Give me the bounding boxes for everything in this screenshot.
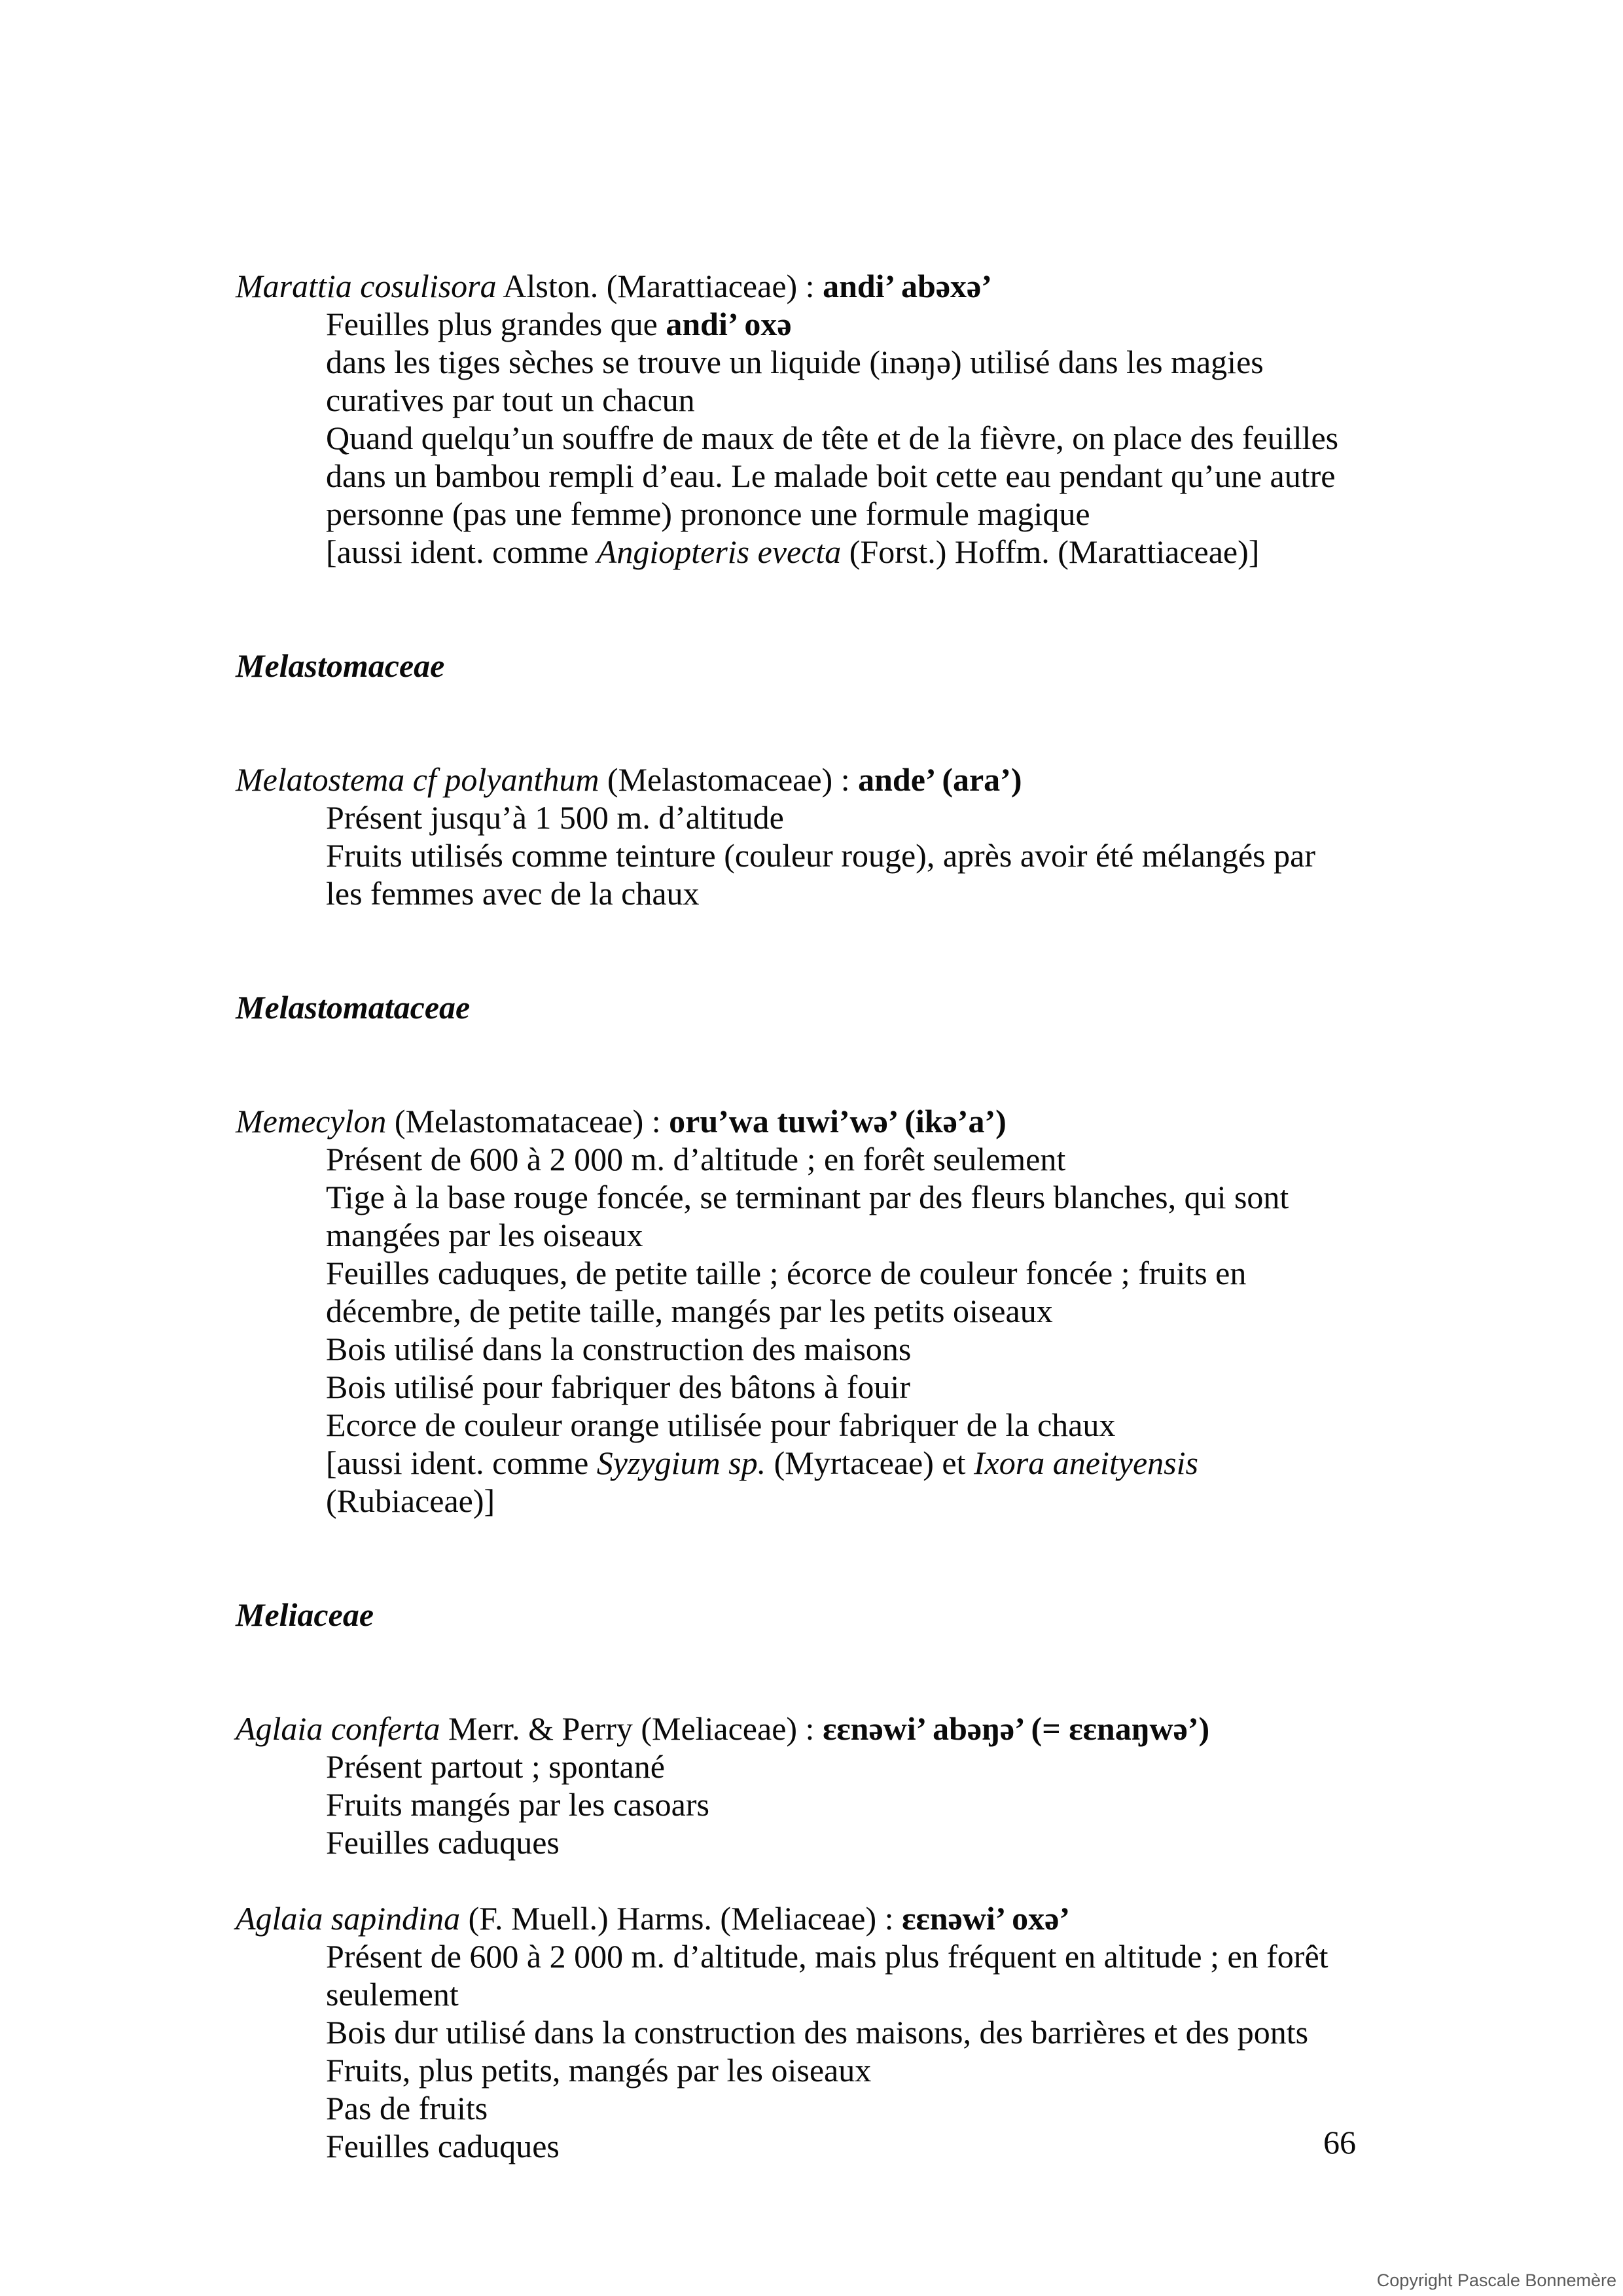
description-paragraph	[326, 836, 1356, 912]
description-paragraph	[326, 1140, 1356, 1178]
text-segment: Bois utilisé dans la construction des maisons	[326, 1331, 912, 1367]
species-entry	[236, 1710, 1356, 1861]
text-segment: (Melastomaceae) :	[599, 761, 859, 798]
text-segment: [aussi ident. comme	[326, 533, 597, 570]
text-segment: ande’ (ara’)	[858, 761, 1022, 798]
text-segment: Syzygium sp.	[596, 1444, 766, 1481]
text-segment: ɛɛnəwi’ abəŋə’ (= ɛɛnaŋwə’)	[822, 1710, 1210, 1747]
text-segment: Fruits, plus petits, mangés par les oiseaux	[326, 2052, 872, 2089]
text-segment: (Rubiaceae)]	[326, 1482, 495, 1519]
text-segment: Présent de 600 à 2 000 m. d’altitude, mais plus fréquent en altitude ; en forêt seulement	[326, 1938, 1329, 2013]
species-entry	[236, 267, 1356, 571]
text-segment: Meliaceae	[236, 1596, 374, 1633]
text-segment: Bois utilisé pour fabriquer des bâtons à fouir	[326, 1369, 910, 1405]
description-paragraph	[326, 2013, 1356, 2051]
family-name	[236, 647, 1356, 685]
copyright-notice: Copyright Pascale Bonnemère	[1376, 2270, 1616, 2290]
description-paragraph	[326, 2127, 1356, 2165]
text-segment: Melastomataceae	[236, 989, 471, 1026]
text-segment: Aglaia sapindina	[236, 1900, 461, 1937]
text-segment: Aglaia conferta	[236, 1710, 440, 1747]
text-segment: Feuilles caduques	[326, 2128, 560, 2164]
text-segment: (Forst.) Hoffm. (Marattiaceae)]	[841, 533, 1260, 570]
text-segment: Alston. (Marattiaceae) :	[496, 268, 823, 304]
text-segment: Melatostema cf polyanthum	[236, 761, 599, 798]
text-segment: andi’ abəxə’	[823, 268, 992, 304]
family-name	[236, 988, 1356, 1026]
description-paragraph	[326, 305, 1356, 343]
species-heading	[236, 761, 1356, 798]
species-entry	[236, 761, 1356, 912]
text-segment: dans les tiges sèches se trouve un liquide (inəŋə) utilisé dans les magies curatives par tout un chacun	[326, 344, 1264, 418]
text-segment: [aussi ident. comme	[326, 1444, 597, 1481]
text-segment: oru’wa tuwi’wə’ (ikə’a’)	[669, 1103, 1007, 1139]
description-paragraph	[326, 1748, 1356, 1785]
text-segment: andi’ oxə	[666, 306, 792, 342]
family-name	[236, 1596, 1356, 1634]
text-segment: Fruits mangés par les casoars	[326, 1786, 709, 1823]
description-paragraph	[326, 533, 1356, 571]
text-segment: Angiopteris evecta	[596, 533, 842, 570]
description-paragraph	[326, 1937, 1356, 2013]
text-segment: Bois dur utilisé dans la construction des maisons, des barrières et des ponts	[326, 2014, 1309, 2051]
text-segment: (Melastomataceae) :	[386, 1103, 669, 1139]
species-heading	[236, 1899, 1356, 1937]
text-segment: Ecorce de couleur orange utilisée pour fabriquer de la chaux	[326, 1407, 1116, 1443]
text-segment: Memecylon	[236, 1103, 387, 1139]
text-segment: Présent jusqu’à 1 500 m. d’altitude	[326, 799, 784, 836]
description-paragraph	[326, 1368, 1356, 1406]
species-heading	[236, 267, 1356, 305]
species-heading	[236, 1710, 1356, 1748]
family-section-heading	[236, 988, 1356, 1026]
page-number: 66	[1323, 2124, 1356, 2161]
description-paragraph	[326, 1406, 1356, 1444]
text-segment: Tige à la base rouge foncée, se terminant par des fleurs blanches, qui sont mangées par les oiseaux	[326, 1179, 1289, 1253]
description-paragraph	[326, 1785, 1356, 1823]
description-paragraph	[326, 343, 1356, 419]
text-segment: Présent de 600 à 2 000 m. d’altitude ; en forêt seulement	[326, 1141, 1066, 1177]
text-segment: Feuilles caduques, de petite taille ; écorce de couleur foncée ; fruits en décembre, de petite taille, mangés par les petits oiseaux	[326, 1255, 1247, 1329]
description-paragraph	[326, 2089, 1356, 2127]
text-segment: Feuilles caduques	[326, 1824, 560, 1861]
document-content	[236, 267, 1356, 2203]
description-paragraph	[326, 1444, 1356, 1520]
text-segment: Présent partout ; spontané	[326, 1748, 665, 1785]
description-paragraph	[326, 1823, 1356, 1861]
species-heading	[236, 1102, 1356, 1140]
family-section-heading	[236, 647, 1356, 685]
text-segment: Pas de fruits	[326, 2090, 488, 2126]
species-entry	[236, 1102, 1356, 1520]
description-paragraph	[326, 1330, 1356, 1368]
description-paragraph	[326, 798, 1356, 836]
text-segment: Feuilles plus grandes que	[326, 306, 666, 342]
family-section-heading	[236, 1596, 1356, 1634]
description-paragraph	[326, 1254, 1356, 1330]
text-segment: Marattia cosulisora	[236, 268, 497, 304]
text-segment: ɛɛnəwi’ oxə’	[902, 1900, 1071, 1937]
text-segment: Quand quelqu’un souffre de maux de tête et de la fièvre, on place des feuilles dans un bambou rempli d’eau. Le malade boit cette eau pendant qu’une autre personne (pas une femme) prononce une formule magique	[326, 420, 1339, 532]
text-segment: (Myrtaceae) et	[766, 1444, 974, 1481]
description-paragraph	[326, 2051, 1356, 2089]
description-paragraph	[326, 1178, 1356, 1254]
text-segment: Fruits utilisés comme teinture (couleur rouge), après avoir été mélangés par les femmes avec de la chaux	[326, 837, 1315, 912]
species-entry	[236, 1899, 1356, 2165]
text-segment: (F. Muell.) Harms. (Meliaceae) :	[460, 1900, 902, 1937]
description-paragraph	[326, 419, 1356, 533]
text-segment: Melastomaceae	[236, 647, 445, 684]
text-segment: Ixora aneityensis	[973, 1444, 1198, 1481]
text-segment: Merr. & Perry (Meliaceae) :	[440, 1710, 823, 1747]
